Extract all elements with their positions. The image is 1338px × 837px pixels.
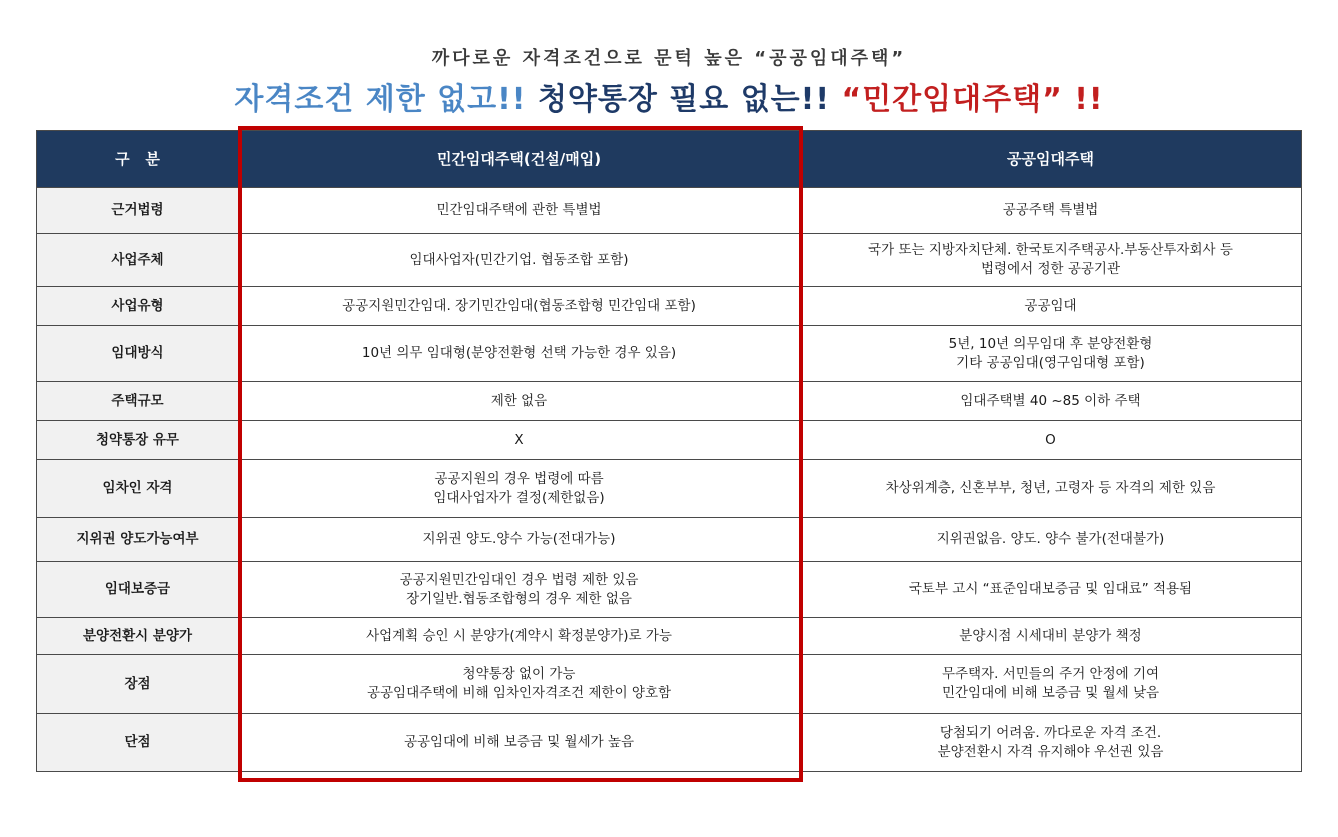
row-label: 사업유형 [37,287,239,326]
cell-text-line: 공공임대주택에 비해 임차인자격조건 제한이 양호함 [366,685,672,701]
cell-text-line: 지위권 양도.양수 가능(전대가능) [422,531,616,547]
cell-text-line: 사업계획 승인 시 분양가(계약시 확정분양가)로 가능 [366,627,672,644]
private-rental-cell [239,421,800,460]
public-rental-cell [800,714,1302,772]
public-rental-cell [800,618,1302,655]
subtitle: 까다로운 자격조건으로 문턱 높은 “공공임대주택” [431,48,907,69]
cell-text-line: 지위권없음. 양도. 양수 불가(전대불가) [936,531,1165,547]
table-row [37,714,1302,772]
table-row [37,382,1302,421]
cell-text-line: 5년, 10년 의무임대 후 분양전환형 [948,335,1153,352]
public-rental-cell [800,460,1302,518]
private-rental-cell [239,562,800,618]
public-rental-cell [800,326,1302,382]
cell-text-line: 국토부 고시 “표준임대보증금 및 임대료” 적용됨 [908,581,1193,597]
row-label: 분양전환시 분양가 [37,618,239,655]
cell-text-line: 임대주택별 40 ~85 이하 주택 [960,392,1141,409]
private-rental-cell [239,518,800,562]
table-row [37,655,1302,714]
private-rental-cell [239,618,800,655]
table-row [37,234,1302,287]
cell-text-line: 장기일반.협동조합형의 경우 제한 없음 [406,590,632,607]
cell-text-line: 공공임대 [1024,297,1077,314]
cell-text-line: 공공지원민간임대인 경우 법령 제한 있음 [399,571,639,588]
cell-text-line: 임대사업자가 결정(제한없음) [433,489,605,506]
table-row [37,188,1302,234]
row-label: 근거법령 [37,188,239,234]
cell-text-line: 분양시점 시세대비 분양가 책정 [959,627,1142,644]
cell-text-line: 분양전환시 자격 유지해야 우선권 있음 [937,743,1164,760]
row-label: 단점 [37,714,239,772]
table-row [37,287,1302,326]
cell-text-line: 청약통장 없이 가능 [462,666,576,682]
public-rental-cell [800,518,1302,562]
cell-text-line: 민간임대주택에 관한 특별법 [436,202,602,218]
column-header-category: 구 분 [37,131,239,188]
cell-text-line: O [1045,431,1056,448]
public-rental-cell [800,655,1302,714]
cell-text-line: 당첨되기 어려움. 까다로운 자격 조건. [939,724,1162,741]
table-row [37,421,1302,460]
column-header-private-rental: 민간임대주택(건설/매입) [239,131,800,188]
public-rental-cell [800,382,1302,421]
cell-text-line: 무주택자. 서민들의 주거 안정에 기여 [941,666,1160,682]
table-row [37,618,1302,655]
table-body [37,188,1302,772]
private-rental-cell [239,188,800,234]
row-label: 청약통장 유무 [37,421,239,460]
public-rental-cell [800,562,1302,618]
row-label: 사업주체 [37,234,239,287]
private-rental-cell [239,287,800,326]
private-rental-cell [239,234,800,287]
cell-text-line: 공공주택 특별법 [1002,202,1099,218]
cell-text-line: 기타 공공임대(영구임대형 포함) [956,354,1145,371]
private-rental-cell [239,460,800,518]
row-label: 임대방식 [37,326,239,382]
cell-text-line: 민간임대에 비해 보증금 및 월세 낮음 [941,685,1160,701]
table-header-row [37,131,1302,188]
cell-text-line: 법령에서 정한 공공기관 [981,261,1120,277]
private-rental-cell [239,382,800,421]
cell-text-line: 제한 없음 [490,392,548,409]
cell-text-line: 임대사업자(민간기업. 협동조합 포함) [409,251,629,268]
headline-part-1: 자격조건 제한 없고!! [234,82,527,117]
private-rental-cell [239,326,800,382]
cell-text-line: 공공지원의 경우 법령에 따름 [434,470,604,487]
comparison-table [36,130,1302,772]
table-row [37,460,1302,518]
table-row [37,562,1302,618]
table-row [37,326,1302,382]
private-rental-cell [239,655,800,714]
table-row [37,518,1302,562]
headline-part-2: 청약통장 필요 없는!! [537,82,831,117]
public-rental-cell [800,188,1302,234]
cell-text-line: 10년 의무 임대형(분양전환형 선택 가능한 경우 있음) [361,345,677,361]
public-rental-cell [800,234,1302,287]
cell-text-line: 공공임대에 비해 보증금 및 월세가 높음 [403,734,635,750]
public-rental-cell [800,287,1302,326]
headline [0,74,1338,118]
row-label: 장점 [37,655,239,714]
cell-text-line: X [514,431,524,448]
row-label: 주택규모 [37,382,239,421]
row-label: 임대보증금 [37,562,239,618]
row-label: 임차인 자격 [37,460,239,518]
public-rental-cell [800,421,1302,460]
headline-part-3: “민간임대주택” !! [841,82,1104,117]
cell-text-line: 차상위계층, 신혼부부, 청년, 고령자 등 자격의 제한 있음 [885,480,1216,496]
cell-text-line: 국가 또는 지방자치단체. 한국토지주택공사.부동산투자회사 등 [868,242,1233,258]
row-label: 지위권 양도가능여부 [37,518,239,562]
column-header-public-rental: 공공임대주택 [800,131,1302,188]
cell-text-line: 공공지원민간임대. 장기민간임대(협동조합형 민간임대 포함) [342,297,696,314]
private-rental-cell [239,714,800,772]
